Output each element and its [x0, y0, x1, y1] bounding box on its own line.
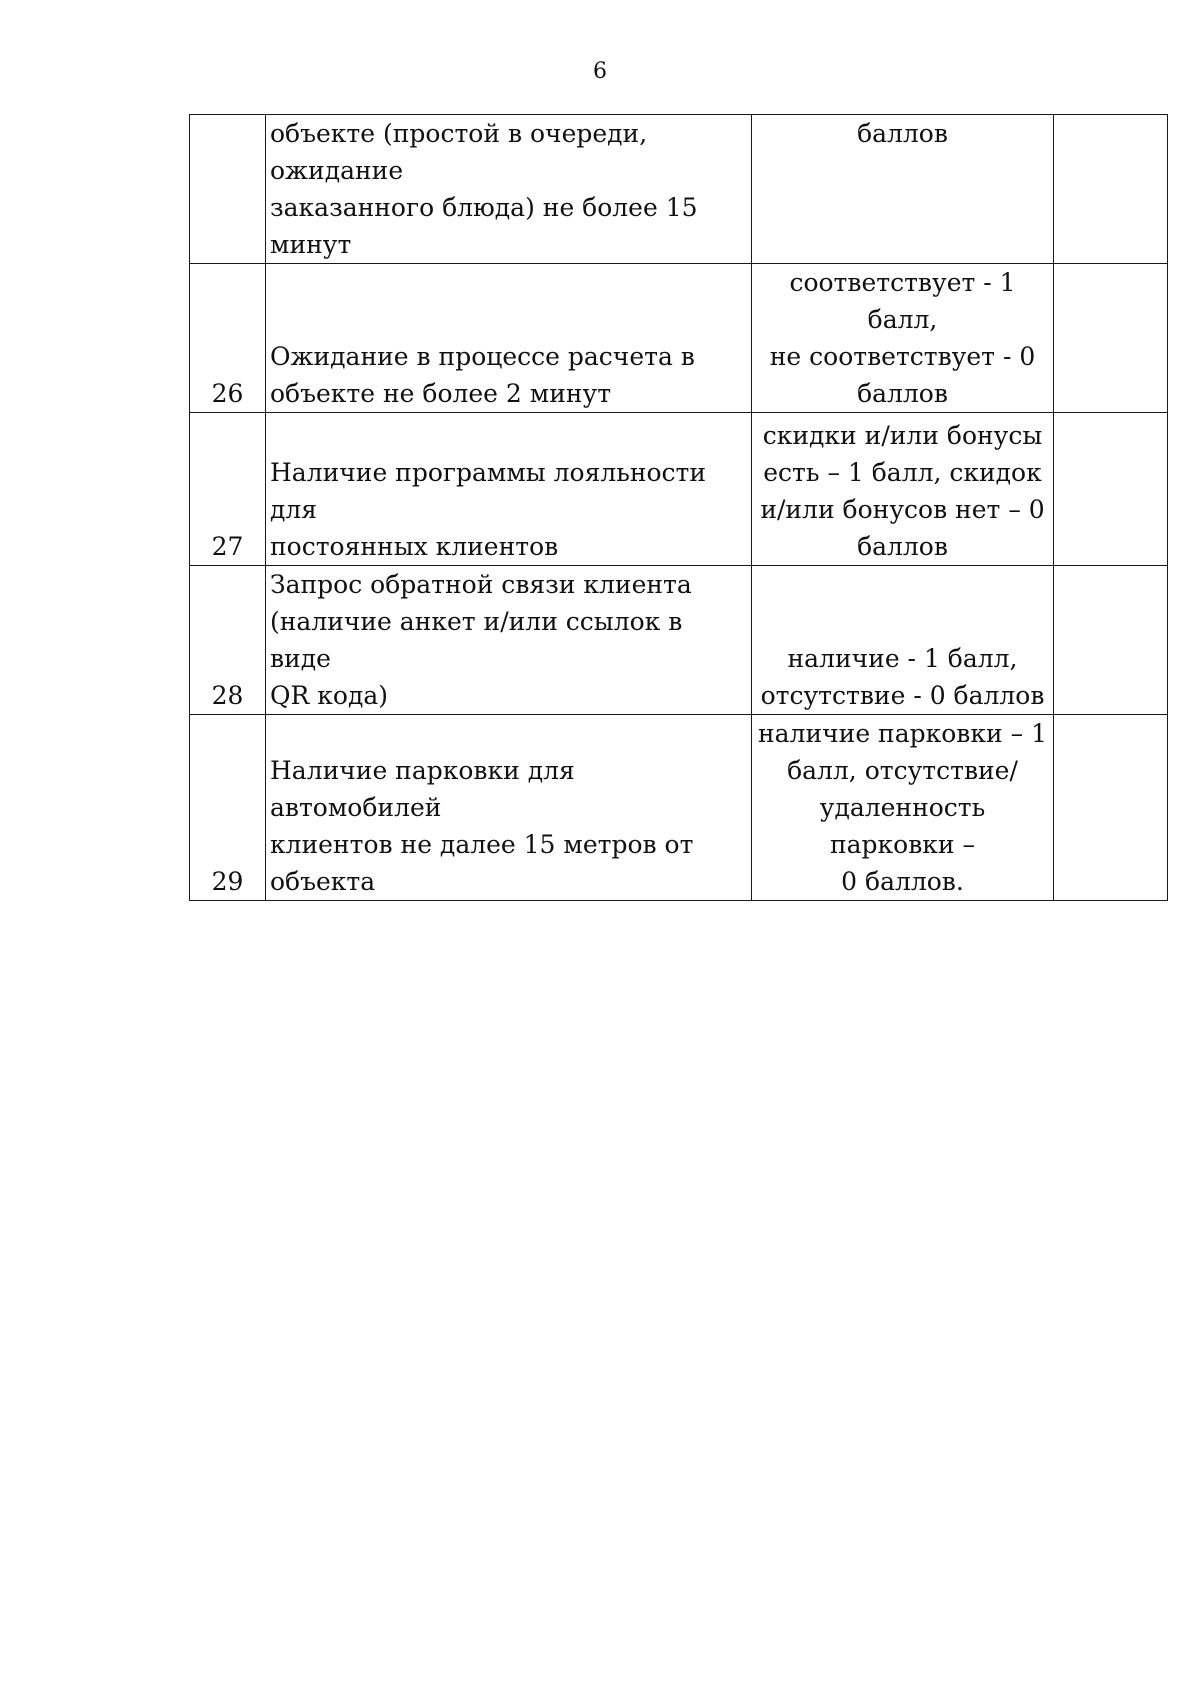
criterion-text: Наличие парковки для автомобилей клиентов не далее 15 метров от объекта: [266, 715, 752, 901]
row-number: 27: [190, 413, 266, 566]
row-number: 29: [190, 715, 266, 901]
empty-cell: [1054, 264, 1168, 413]
score-text: скидки и/или бонусы есть – 1 балл, скидок и/или бонусов нет – 0 баллов: [752, 413, 1054, 566]
criterion-text: Ожидание в процессе расчета в объекте не более 2 минут: [266, 264, 752, 413]
table-row: [190, 715, 1168, 901]
table-row: [190, 566, 1168, 715]
table-row: [190, 413, 1168, 566]
table-row-continuation: [190, 115, 1168, 264]
score-text: наличие - 1 балл, отсутствие - 0 баллов: [752, 566, 1054, 715]
criterion-text: Запрос обратной связи клиента (наличие анкет и/или ссылок в виде QR кода): [266, 566, 752, 715]
criterion-text: Наличие программы лояльности для постоянных клиентов: [266, 413, 752, 566]
empty-cell: [1054, 715, 1168, 901]
empty-cell: [1054, 115, 1168, 264]
row-number: 26: [190, 264, 266, 413]
empty-cell: [1054, 566, 1168, 715]
score-text: соответствует - 1 балл, не соответствует - 0 баллов: [752, 264, 1054, 413]
row-number: [190, 115, 266, 264]
row-number: 28: [190, 566, 266, 715]
criterion-text: объекте (простой в очереди, ожидание заказанного блюда) не более 15 минут: [266, 115, 752, 264]
score-text: наличие парковки – 1 балл, отсутствие/ удаленность парковки – 0 баллов.: [752, 715, 1054, 901]
page-number: 6: [593, 59, 607, 84]
score-text: баллов: [752, 115, 1054, 264]
empty-cell: [1054, 413, 1168, 566]
criteria-table: [189, 114, 1168, 901]
table-row: [190, 264, 1168, 413]
